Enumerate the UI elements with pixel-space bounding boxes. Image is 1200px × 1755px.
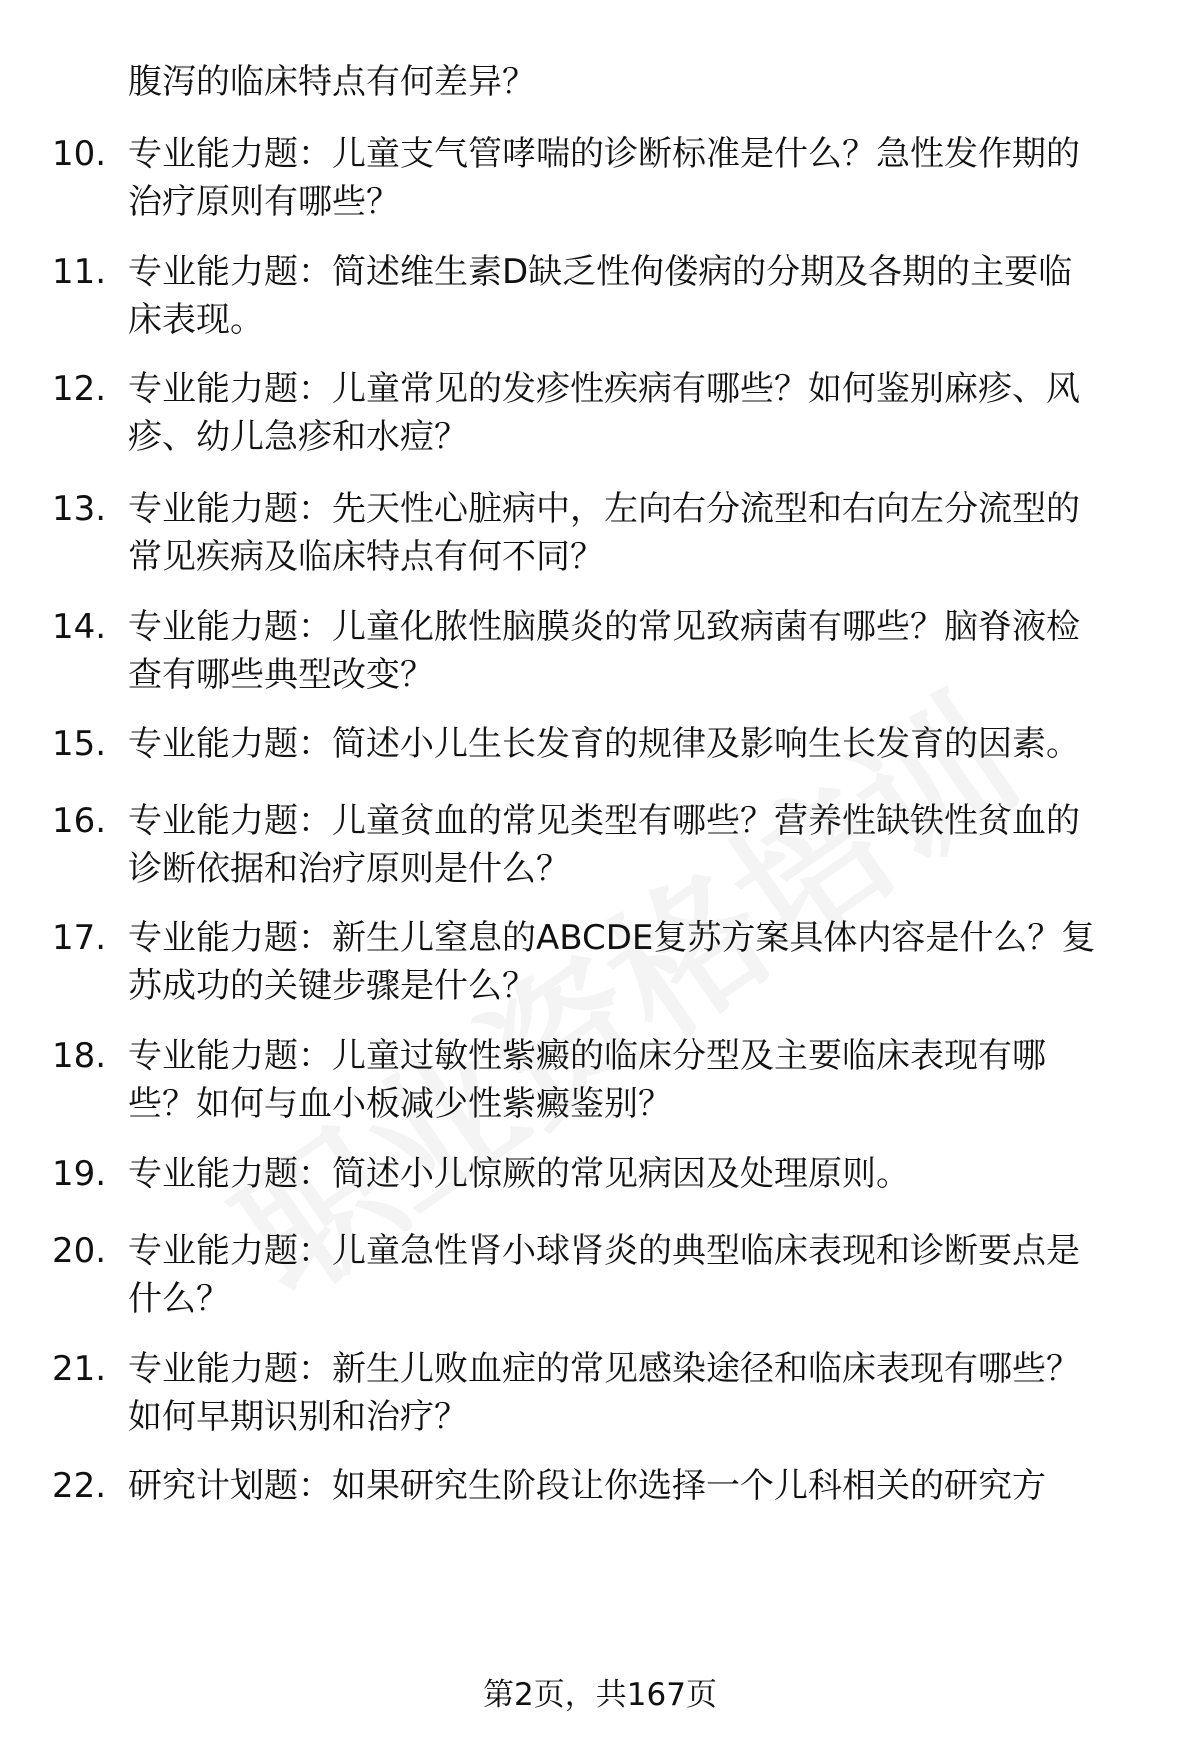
page-number-footer: 第2页，共167页 [483, 1677, 717, 1713]
question-text-line: 诊断依据和治疗原则是什么？ [128, 849, 570, 889]
question-number: 20. [52, 1231, 107, 1271]
question-text-line: 常见疾病及临床特点有何不同？ [128, 537, 604, 577]
question-number: 14. [52, 607, 107, 647]
question-text-line: 些？如何与血小板减少性紫癜鉴别？ [128, 1084, 672, 1124]
question-text-line: 专业能力题：简述小儿生长发育的规律及影响生长发育的因素。 [128, 724, 1080, 764]
question-number: 10. [52, 134, 107, 174]
question-text-line: 专业能力题：简述维生素D缺乏性佝偻病的分期及各期的主要临 [128, 252, 1073, 292]
question-text-line: 专业能力题：简述小儿惊厥的常见病因及处理原则。 [128, 1154, 910, 1194]
question-text-line: 如何早期识别和治疗？ [128, 1397, 468, 1437]
question-number: 21. [52, 1349, 107, 1389]
question-text-line: 专业能力题：儿童支气管哮喘的诊断标准是什么？急性发作期的 [128, 134, 1080, 174]
question-text-line: 苏成功的关键步骤是什么？ [128, 966, 536, 1006]
question-text-line: 专业能力题：先天性心脏病中，左向右分流型和右向左分流型的 [128, 489, 1080, 529]
question-text-line: 专业能力题：儿童急性肾小球肾炎的典型临床表现和诊断要点是 [128, 1231, 1080, 1271]
question-number: 15. [52, 724, 107, 764]
question-text-line: 床表现。 [128, 300, 264, 340]
question-text-line: 研究计划题：如果研究生阶段让你选择一个儿科相关的研究方 [128, 1466, 1046, 1506]
question-number: 19. [52, 1154, 107, 1194]
question-number: 22. [52, 1466, 107, 1506]
question-number: 16. [52, 801, 107, 841]
question-text-line: 专业能力题：儿童过敏性紫癜的临床分型及主要临床表现有哪 [128, 1036, 1046, 1076]
question-text-line: 专业能力题：儿童贫血的常见类型有哪些？营养性缺铁性贫血的 [128, 801, 1080, 841]
question-text-line: 疹、幼儿急疹和水痘？ [128, 417, 468, 457]
question-number: 17. [52, 918, 107, 958]
question-text-line: 查有哪些典型改变？ [128, 655, 434, 695]
question-text-line: 专业能力题：新生儿败血症的常见感染途径和临床表现有哪些？ [128, 1349, 1080, 1389]
question-number: 18. [52, 1036, 107, 1076]
question-text-line: 什么？ [128, 1279, 230, 1319]
question-text-line: 专业能力题：儿童常见的发疹性疾病有哪些？如何鉴别麻疹、风 [128, 369, 1080, 409]
question-text-line: 专业能力题：儿童化脓性脑膜炎的常见致病菌有哪些？脑脊液检 [128, 607, 1080, 647]
question-number: 11. [52, 252, 107, 292]
question-number: 12. [52, 369, 107, 409]
continued-question-text: 腹泻的临床特点有何差异？ [128, 62, 536, 102]
question-text-line: 治疗原则有哪些？ [128, 182, 400, 222]
question-number: 13. [52, 489, 107, 529]
question-text-line: 专业能力题：新生儿窒息的ABCDE复苏方案具体内容是什么？复 [128, 918, 1096, 958]
